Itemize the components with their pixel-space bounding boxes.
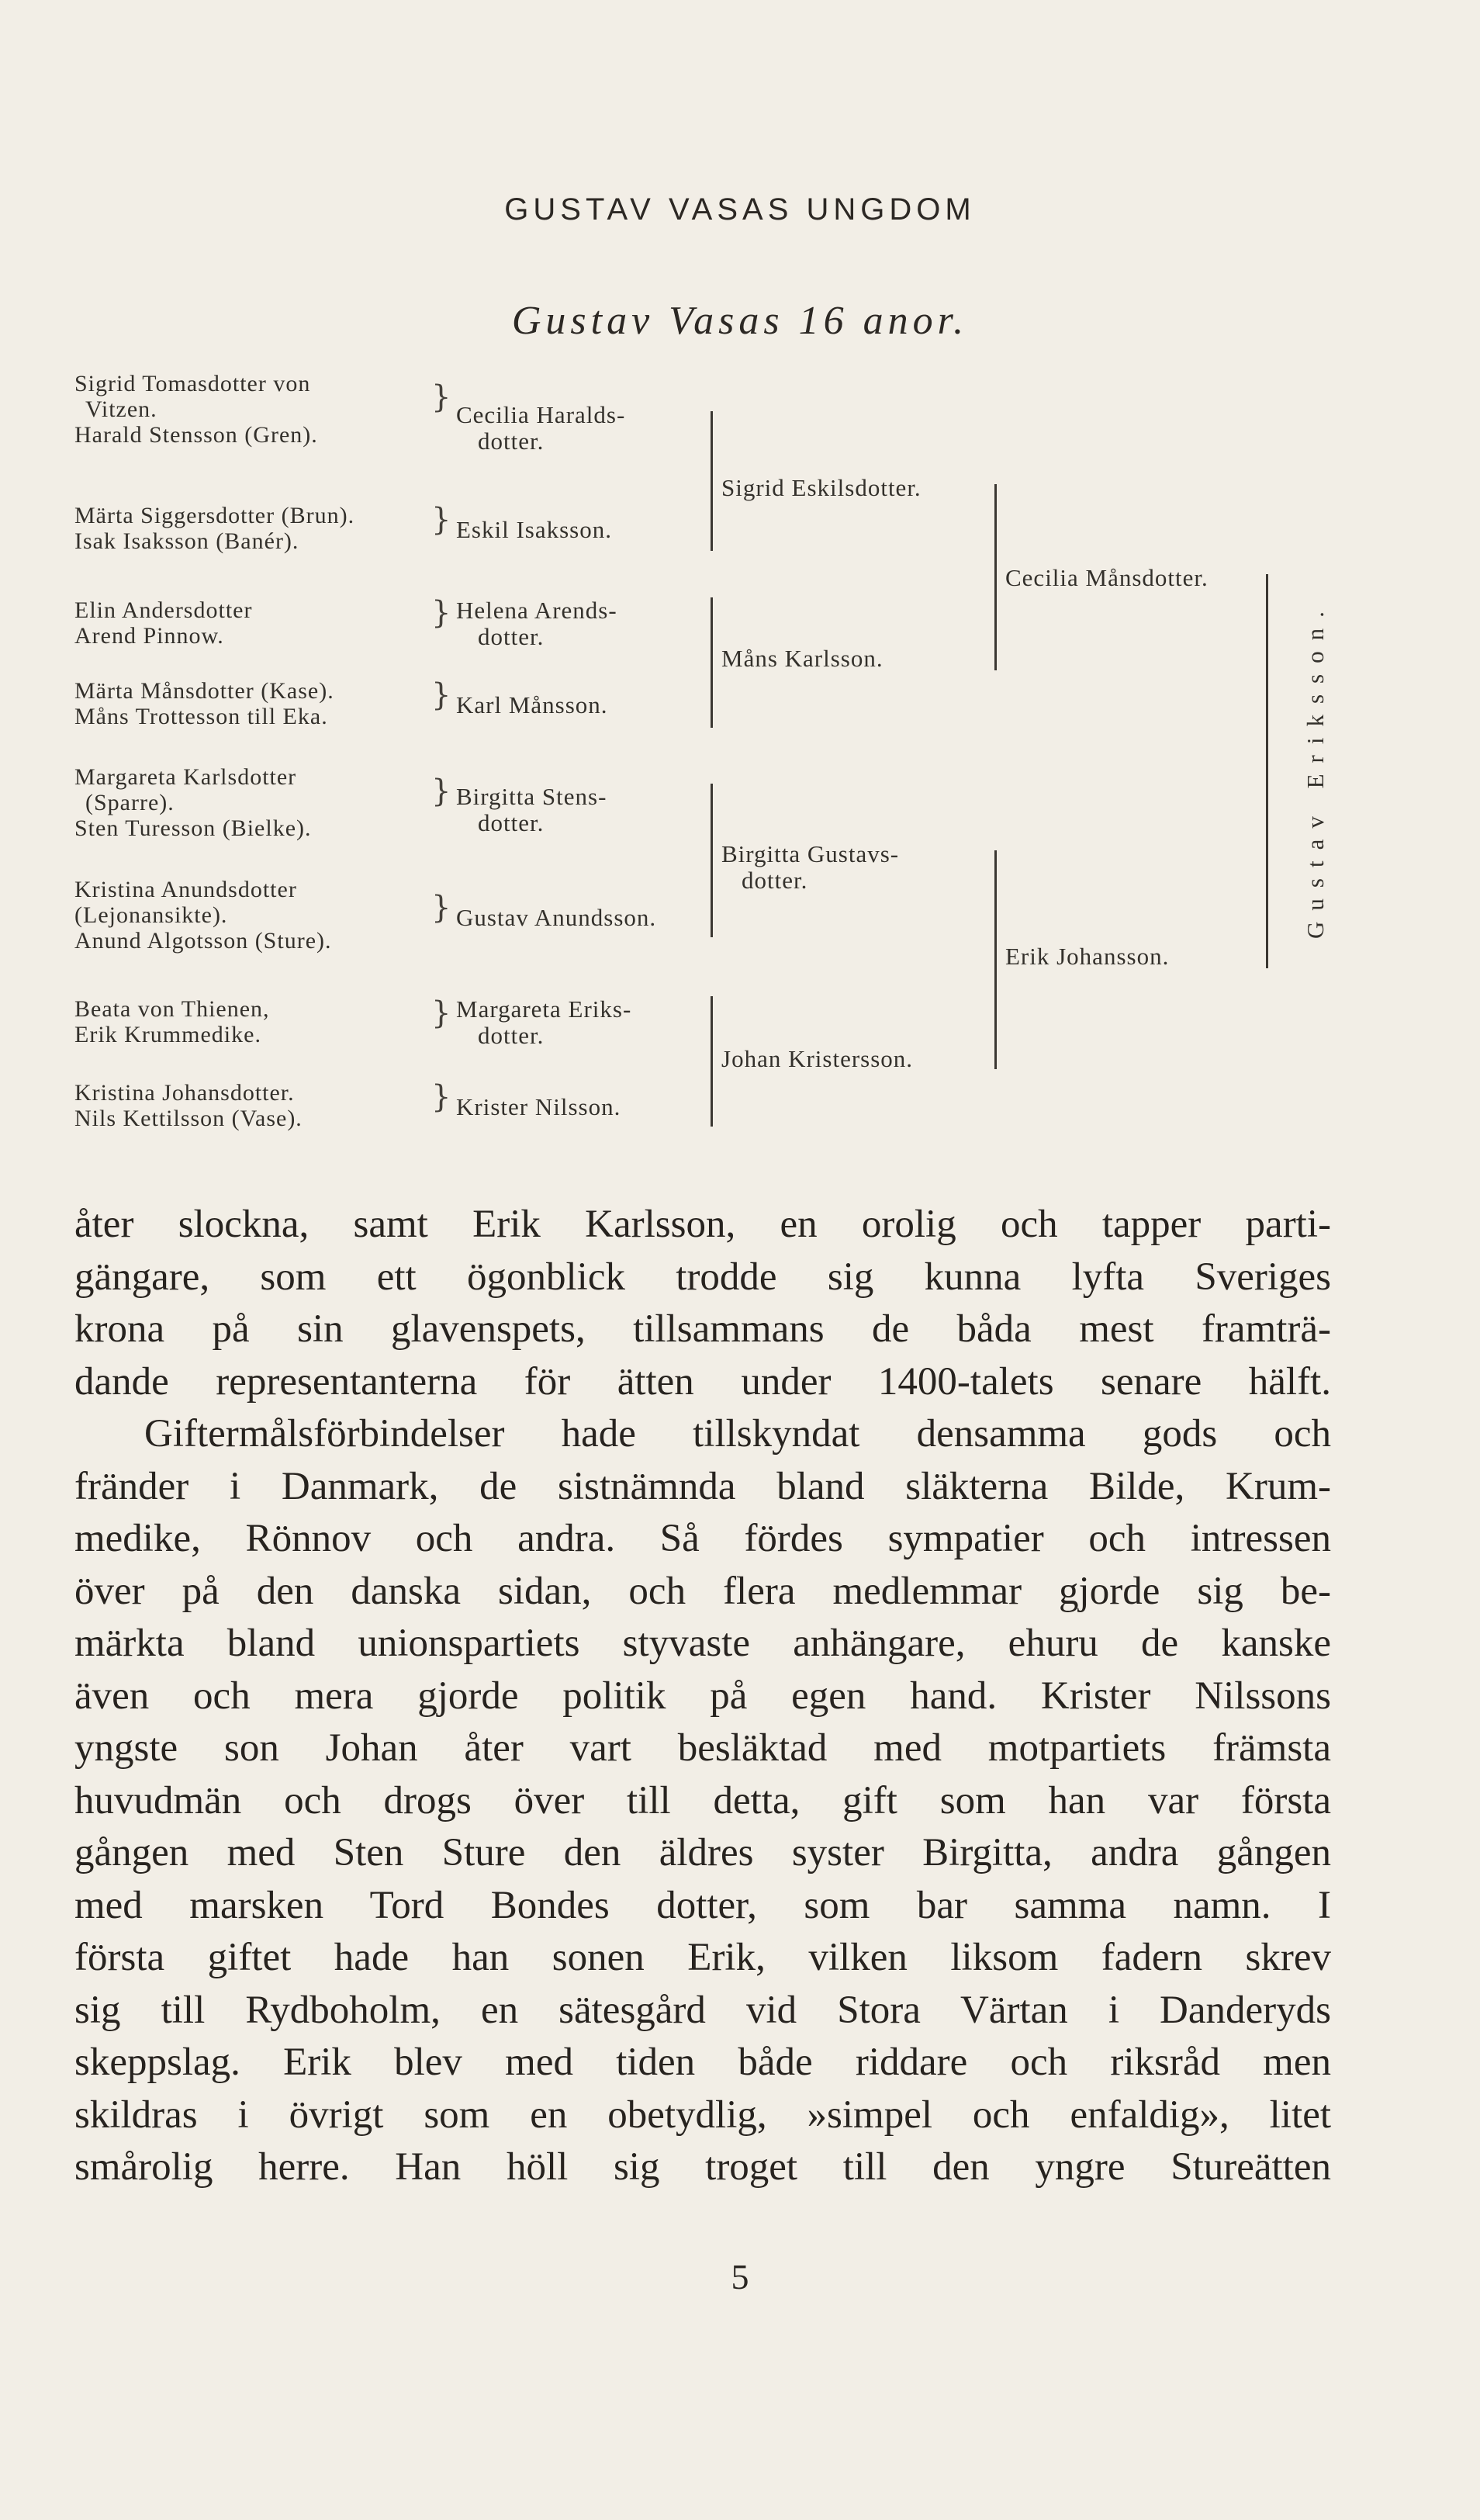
gen2-line: dotter. [478,623,545,650]
gen2-line: Helena Arends- [456,597,617,624]
gen3-line: Måns Karlsson. [721,645,884,672]
ancestor-line: Beata von Thienen, [74,996,270,1022]
ancestor-line: (Lejonansikte). [74,902,228,928]
gen2-line: Birgitta Stens- [456,783,607,810]
gen3-line: Johan Kristersson. [721,1045,914,1072]
running-head: GUSTAV VASAS UNGDOM [504,192,976,227]
gen3-person-2 [721,646,884,672]
ancestor-line: Margareta Karlsdotter [74,764,297,790]
text-line: dande representanterna för ätten under 1400-talets senare hälft. [74,1359,1331,1404]
gen2-line: Krister Nilsson. [456,1093,621,1120]
gen4-line: Erik Johansson. [1005,943,1170,970]
text-line: yngste son Johan åter vart besläktad med motpartiets främsta [74,1726,1331,1770]
gen2-line: dotter. [478,809,545,836]
text-line: Giftermålsförbindelser hade tillskyndat densamma gods och [144,1412,1331,1456]
ancestor-line: Arend Pinnow. [74,623,224,649]
text-line: även och mera gjorde politik på egen hand. Krister Nilssons [74,1674,1331,1718]
gen3-person-4 [721,1046,913,1072]
ancestor-line: Nils Kettilsson (Vase). [74,1106,303,1131]
gen2-person-6 [456,905,656,931]
gen3-line: Sigrid Eskilsdotter. [721,474,922,501]
ancestor-line: Erik Krummedike. [74,1022,261,1047]
gen2-person-7 [456,996,631,1049]
ancestor-line: Isak Isaksson (Banér). [74,528,299,554]
ancestor-line: Kristina Anundsdotter [74,877,297,902]
ancestor-line: Elin Andersdotter [74,597,253,623]
gen2-line: Gustav Anundsson. [456,904,657,931]
brace-icon: } [431,1079,451,1115]
page-number: 5 [731,2257,749,2297]
text-line: över på den danska sidan, och flera medlemmar gjorde sig be- [74,1569,1331,1613]
ancestor-pair-8 [74,1080,303,1131]
gen2-person-4 [456,692,608,718]
ancestor-pair-2 [74,503,354,554]
gen3-line: Birgitta Gustavs- [721,840,900,867]
ancestor-line: Märta Siggersdotter (Brun). [74,503,355,528]
ancestor-pair-1 [74,371,318,448]
brace-icon: } [431,502,451,538]
text-line: åter slockna, samt Erik Karlsson, en orolig och tapper parti- [74,1203,1331,1246]
ancestor-pair-6 [74,877,332,954]
text-line: gängare, som ett ögonblick trodde sig kunna lyfta Sveriges [74,1255,1331,1299]
gen2-line: Margareta Eriks- [456,995,632,1023]
connector-line [711,996,713,1127]
brace-icon: } [431,774,451,809]
text-line: huvudmän och drogs över till detta, gift som han var första [74,1778,1331,1822]
gen2-line: Cecilia Haralds- [456,401,626,428]
text-line: sig till Rydboholm, en sätesgård vid Stora Värtan i Danderyds [74,1988,1331,2032]
gen2-person-5 [456,784,607,836]
gen2-person-3 [456,597,617,650]
ancestor-line: Harald Stensson (Gren). [74,422,318,448]
ancestor-line: Sten Turesson (Bielke). [74,815,312,841]
brace-icon: } [431,595,451,631]
ancestor-pair-3 [74,597,252,649]
gen2-person-1 [456,402,625,455]
ancestor-line: Vitzen. [85,396,157,422]
ancestor-line: Kristina Johansdotter. [74,1080,295,1106]
ancestor-line: (Sparre). [85,790,175,815]
text-line: skildras i övrigt som en obetydlig, »simpel och enfaldig», litet [74,2092,1331,2137]
gen4-person-2 [1005,943,1169,970]
text-line: gången med Sten Sture den äldres syster Birgitta, andra gången [74,1831,1331,1874]
brace-icon: } [431,379,451,415]
brace-icon: } [431,995,451,1031]
gen4-person-1 [1005,565,1209,591]
connector-line [994,850,997,1069]
ancestor-line: Måns Trottesson till Eka. [74,704,328,729]
connector-line [711,784,713,937]
brace-icon: } [431,890,451,926]
text-line: märkta bland unionspartiets styvaste anhängare, ehuru de kanske [74,1622,1331,1665]
gen2-person-2 [456,517,612,543]
text-line: krona på sin glavenspets, tillsammans de båda mest framträ- [74,1307,1331,1351]
ancestor-pair-5 [74,764,312,841]
gen2-line: Eskil Isaksson. [456,516,612,543]
connector-line [1266,574,1268,968]
ancestor-line: Anund Algotsson (Sture). [74,928,332,954]
ancestor-line: Sigrid Tomasdotter von [74,371,311,396]
genealogy-table [0,0,1480,1164]
connector-line [711,597,713,728]
text-line: med marsken Tord Bondes dotter, som bar samma namn. I [74,1883,1331,1927]
gen2-person-8 [456,1094,621,1120]
connector-line [711,411,713,551]
gen3-person-1 [721,475,922,501]
text-line: smårolig herre. Han höll sig troget till den yngre Stureätten [74,2145,1331,2189]
gen3-line: dotter. [742,867,808,894]
text-line: skeppslag. Erik blev med tiden både riddare och riksråd men [74,2041,1331,2084]
text-line: fränder i Danmark, de sistnämnda bland släkterna Bilde, Krum- [74,1464,1331,1508]
brace-icon: } [431,677,451,713]
connector-line [994,484,997,670]
gen2-line: Karl Månsson. [456,691,608,718]
text-line: första giftet hade han sonen Erik, vilken liksom fadern skrev [74,1936,1331,1979]
ancestor-pair-7 [74,996,270,1047]
subject-name: Gustav Eriksson. [1302,601,1329,939]
genealogy-title: Gustav Vasas 16 anor. [511,299,969,343]
ancestor-line: Märta Månsdotter (Kase). [74,678,334,704]
gen2-line: dotter. [478,428,545,455]
text-line: medike, Rönnov och andra. Så fördes sympatier och intressen [74,1517,1331,1560]
gen3-person-3 [721,841,899,894]
gen4-line: Cecilia Månsdotter. [1005,564,1209,591]
gen2-line: dotter. [478,1022,545,1049]
ancestor-pair-4 [74,678,334,729]
body-text [74,1199,1331,2194]
